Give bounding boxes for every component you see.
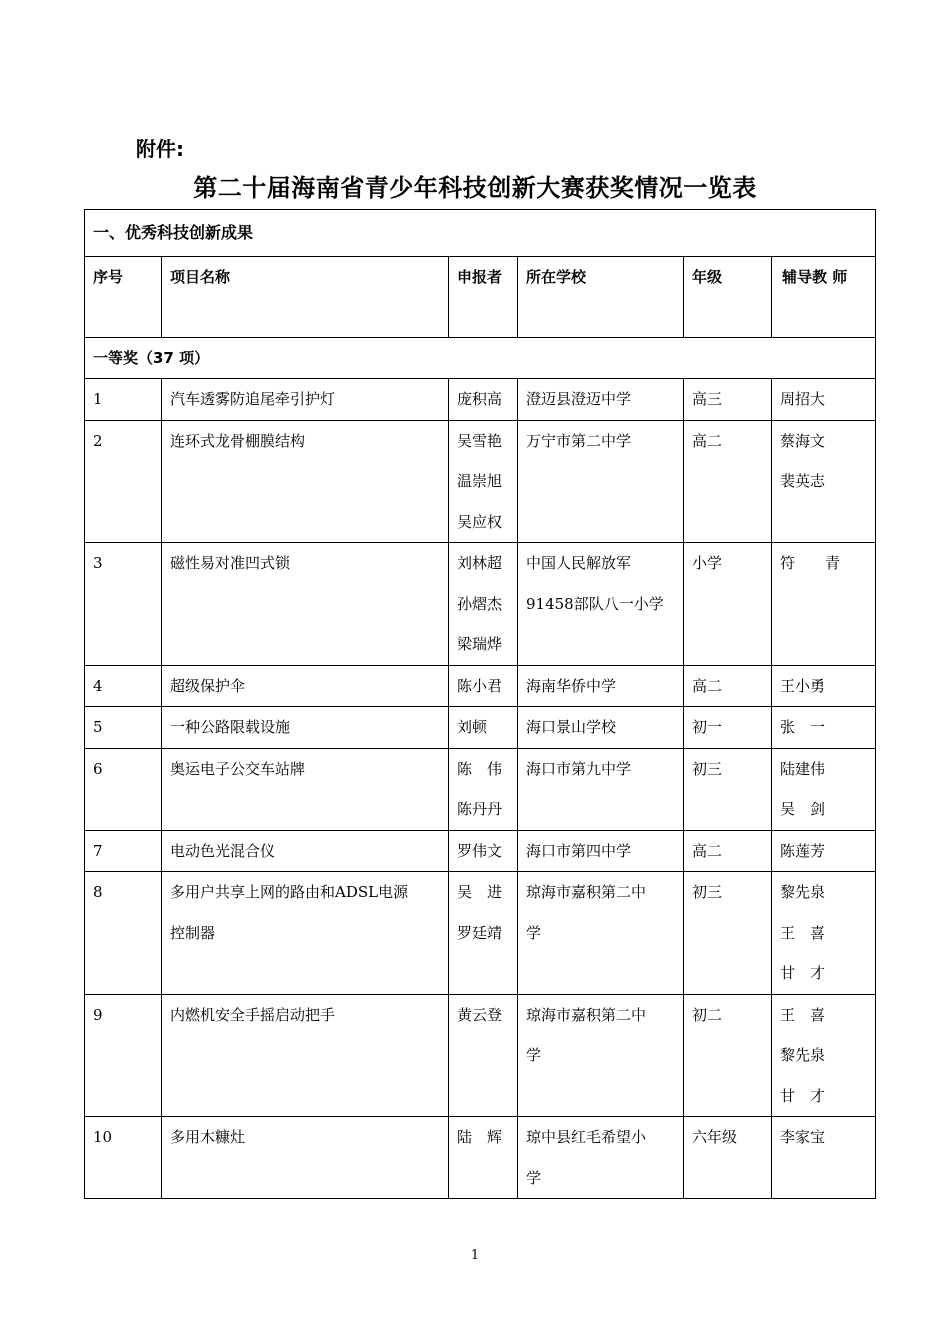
cell-line: 刘林超 xyxy=(457,554,503,572)
project-name xyxy=(162,543,449,666)
table-row xyxy=(85,830,876,872)
row-number: 3 xyxy=(85,543,162,666)
group-row xyxy=(85,338,876,379)
group-title: 一等奖（37 项） xyxy=(85,338,876,379)
grade: 初二 xyxy=(684,994,772,1117)
project-name xyxy=(162,1117,449,1199)
cell-line: 海口市第九中学 xyxy=(526,759,632,778)
grade: 初一 xyxy=(684,707,772,749)
school-name xyxy=(518,748,684,830)
grade: 高二 xyxy=(684,420,772,543)
advisor-names xyxy=(772,994,876,1117)
applicant-names xyxy=(449,872,518,995)
cell-line: 吴 进 xyxy=(457,883,503,901)
advisor-names xyxy=(772,665,876,707)
project-name xyxy=(162,420,449,543)
section-row xyxy=(85,210,876,257)
cell-line: 琼海市嘉积第二中 xyxy=(526,883,647,901)
cell-line: 罗伟文 xyxy=(457,841,503,860)
cell-line: 控制器 xyxy=(170,923,216,942)
table-row xyxy=(85,379,876,421)
school-name xyxy=(518,420,684,543)
applicant-names xyxy=(449,830,518,872)
cell-line: 王小勇 xyxy=(780,676,826,695)
cell-line: 温崇旭 xyxy=(457,472,503,490)
table-row xyxy=(85,748,876,830)
cell-line: 中国人民解放军 xyxy=(526,554,632,572)
cell-line: 琼海市嘉积第二中 xyxy=(526,1005,647,1024)
cell-line: 王 喜 xyxy=(780,1005,826,1024)
page-number: 1 xyxy=(470,1248,480,1263)
cell-line: 奥运电子公交车站牌 xyxy=(170,759,306,778)
header-row xyxy=(85,257,876,338)
cell-line: 李家宝 xyxy=(780,1128,826,1146)
cell-line: 海口市第四中学 xyxy=(526,841,632,860)
section-title: 一、优秀科技创新成果 xyxy=(85,210,876,257)
advisor-names xyxy=(772,1117,876,1199)
cell-line: 甘 才 xyxy=(780,964,826,982)
cell-line: 孙熠杰 xyxy=(457,594,503,613)
advisor-names xyxy=(772,707,876,749)
cell-line: 王 喜 xyxy=(780,923,826,942)
row-number: 10 xyxy=(85,1117,162,1199)
cell-line: 蔡海文 xyxy=(780,431,826,450)
cell-line: 黄云登 xyxy=(457,1005,503,1024)
table-row xyxy=(85,994,876,1117)
cell-line: 陆 辉 xyxy=(457,1128,503,1146)
applicant-names xyxy=(449,1117,518,1199)
school-name xyxy=(518,1117,684,1199)
cell-line: 陈小君 xyxy=(457,676,503,695)
column-header: 项目名称 xyxy=(162,257,449,338)
grade: 高三 xyxy=(684,379,772,421)
row-number: 7 xyxy=(85,830,162,872)
project-name xyxy=(162,830,449,872)
applicant-names xyxy=(449,420,518,543)
table-row xyxy=(85,872,876,995)
advisor-names xyxy=(772,748,876,830)
project-name xyxy=(162,748,449,830)
project-name xyxy=(162,872,449,995)
cell-line: 澄迈县澄迈中学 xyxy=(526,390,632,408)
cell-line: 周招大 xyxy=(780,390,826,408)
grade: 初三 xyxy=(684,872,772,995)
row-number: 6 xyxy=(85,748,162,830)
cell-line: 黎先泉 xyxy=(780,1046,826,1064)
advisor-names xyxy=(772,379,876,421)
applicant-names xyxy=(449,994,518,1117)
cell-line: 甘 才 xyxy=(780,1086,826,1105)
cell-line: 电动色光混合仪 xyxy=(170,841,276,860)
row-number: 8 xyxy=(85,872,162,995)
row-number: 2 xyxy=(85,420,162,543)
school-name xyxy=(518,543,684,666)
cell-line: 学 xyxy=(526,1046,542,1064)
project-name xyxy=(162,994,449,1117)
column-header: 所在学校 xyxy=(518,257,684,338)
school-name xyxy=(518,994,684,1117)
table-row xyxy=(85,543,876,666)
school-name xyxy=(518,665,684,707)
grade: 小学 xyxy=(684,543,772,666)
cell-line: 汽车透雾防追尾牵引护灯 xyxy=(170,390,336,408)
row-number: 4 xyxy=(85,665,162,707)
table-row xyxy=(85,420,876,543)
cell-line: 陈 伟 xyxy=(457,759,503,778)
school-name xyxy=(518,830,684,872)
project-name xyxy=(162,665,449,707)
table-row xyxy=(85,1117,876,1199)
cell-line: 庞积高 xyxy=(457,390,503,408)
applicant-names xyxy=(449,748,518,830)
cell-line: 张 一 xyxy=(780,718,826,736)
column-header: 申报者 xyxy=(449,257,518,338)
cell-line: 超级保护伞 xyxy=(170,676,246,695)
cell-line: 梁瑞烨 xyxy=(457,635,503,653)
cell-line: 海口景山学校 xyxy=(526,718,617,736)
cell-line: 海南华侨中学 xyxy=(526,676,617,695)
row-number: 1 xyxy=(85,379,162,421)
cell-line: 黎先泉 xyxy=(780,883,826,901)
cell-line: 内燃机安全手摇启动把手 xyxy=(170,1005,336,1024)
cell-line: 多用木糠灶 xyxy=(170,1128,246,1146)
table-row xyxy=(85,707,876,749)
school-name xyxy=(518,379,684,421)
table-row xyxy=(85,665,876,707)
grade: 初三 xyxy=(684,748,772,830)
cell-line: 罗廷靖 xyxy=(457,923,503,942)
grade: 高二 xyxy=(684,830,772,872)
cell-line: 裴英志 xyxy=(780,472,826,490)
advisor-names xyxy=(772,872,876,995)
column-header: 序号 xyxy=(85,257,162,338)
cell-line: 吴应权 xyxy=(457,512,503,531)
school-name xyxy=(518,872,684,995)
advisor-names xyxy=(772,830,876,872)
grade: 六年级 xyxy=(684,1117,772,1199)
cell-line: 吴雪艳 xyxy=(457,431,503,450)
cell-line: 磁性易对准凹式锁 xyxy=(170,554,291,572)
cell-line: 陈丹丹 xyxy=(457,800,503,818)
grade: 高二 xyxy=(684,665,772,707)
cell-line: 学 xyxy=(526,1168,542,1187)
cell-line: 万宁市第二中学 xyxy=(526,431,632,450)
cell-line: 陆建伟 xyxy=(780,759,826,778)
advisor-names xyxy=(772,420,876,543)
applicant-names xyxy=(449,543,518,666)
cell-line: 一种公路限载设施 xyxy=(170,718,291,736)
cell-line: 刘顿 xyxy=(457,718,488,736)
awards-table xyxy=(84,209,876,1199)
row-number: 9 xyxy=(85,994,162,1117)
cell-line: 91458部队八一小学 xyxy=(526,594,664,613)
cell-line: 多用户共享上网的路由和ADSL电源 xyxy=(170,883,409,901)
cell-line: 陈莲芳 xyxy=(780,841,826,860)
row-number: 5 xyxy=(85,707,162,749)
cell-line: 学 xyxy=(526,923,542,942)
applicant-names xyxy=(449,665,518,707)
document-title: 第二十届海南省青少年科技创新大赛获奖情况一览表 xyxy=(193,174,757,202)
attachment-label: 附件: xyxy=(136,137,184,161)
advisor-names xyxy=(772,543,876,666)
project-name xyxy=(162,707,449,749)
project-name xyxy=(162,379,449,421)
cell-line: 连环式龙骨棚膜结构 xyxy=(170,431,306,450)
cell-line: 符 青 xyxy=(780,554,841,572)
cell-line: 吴 剑 xyxy=(780,800,826,818)
column-header: 年级 xyxy=(684,257,772,338)
cell-line: 琼中县红毛希望小 xyxy=(526,1128,647,1146)
column-header: 辅导教 师 xyxy=(772,257,876,338)
school-name xyxy=(518,707,684,749)
applicant-names xyxy=(449,707,518,749)
applicant-names xyxy=(449,379,518,421)
